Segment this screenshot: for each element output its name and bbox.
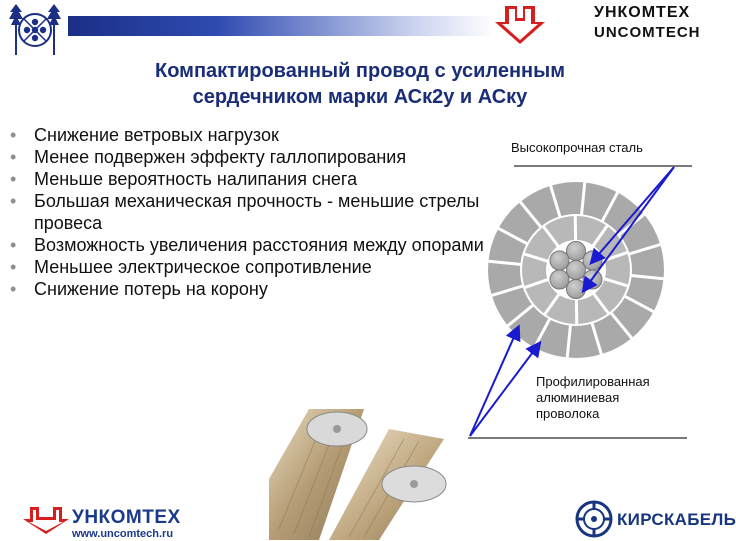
cable-photo <box>269 409 465 540</box>
list-item <box>8 124 488 146</box>
list-item-text: Менее подвержен эффекту галлопирования <box>34 147 406 167</box>
list-item <box>8 256 488 278</box>
bullet-icon: • <box>10 278 16 300</box>
label-steel: Высокопрочная сталь <box>511 140 643 155</box>
label-aluminium <box>536 374 706 422</box>
title-line-2: сердечником марки АСк2у и АСку <box>60 84 660 110</box>
bullet-icon: • <box>10 168 16 190</box>
list-item <box>8 278 488 300</box>
label-aluminium-line-1: Профилированная <box>536 374 706 390</box>
list-item <box>8 146 488 168</box>
bullet-icon: • <box>10 146 16 168</box>
list-item-text: Большая механическая прочность - меньшие стрелы провеса <box>34 191 479 233</box>
label-aluminium-underline <box>468 437 687 439</box>
bullet-icon: • <box>10 256 16 278</box>
bullet-icon: • <box>10 124 16 146</box>
label-aluminium-line-2: алюминиевая <box>536 390 706 406</box>
bullet-icon: • <box>10 234 16 256</box>
list-item-text: Возможность увеличения расстояния между опорами <box>34 235 484 255</box>
feature-list <box>8 124 488 300</box>
label-aluminium-line-3: проволока <box>536 406 706 422</box>
list-item <box>8 234 488 256</box>
logo-en-text: UNCOMTECH <box>594 24 701 41</box>
list-item-text: Меньшее электрическое сопротивление <box>34 257 372 277</box>
footer-uncomtech-logo-icon <box>22 505 70 535</box>
footer-brand: УНКОМТЕХ <box>72 508 181 528</box>
kirskabel-logo-text: КИРСКАБЕЛЬ <box>617 510 736 530</box>
list-item-text: Меньше вероятность налипания снега <box>34 169 357 189</box>
list-item-text: Снижение потерь на корону <box>34 279 268 299</box>
list-item-text: Снижение ветровых нагрузок <box>34 125 279 145</box>
title-line-1: Компактированный провод с усиленным <box>60 58 660 84</box>
logo-ru-text: УНКОМТЕХ <box>594 4 690 22</box>
list-item <box>8 190 488 234</box>
kirskabel-emblem-icon <box>575 500 613 538</box>
bullet-icon: • <box>10 190 16 212</box>
list-item <box>8 168 488 190</box>
page-title <box>60 58 660 110</box>
header-bar <box>68 16 495 36</box>
footer-url[interactable]: www.uncomtech.ru <box>72 528 181 541</box>
footer-logo <box>72 508 181 541</box>
network-tower-logo-icon <box>4 2 66 58</box>
